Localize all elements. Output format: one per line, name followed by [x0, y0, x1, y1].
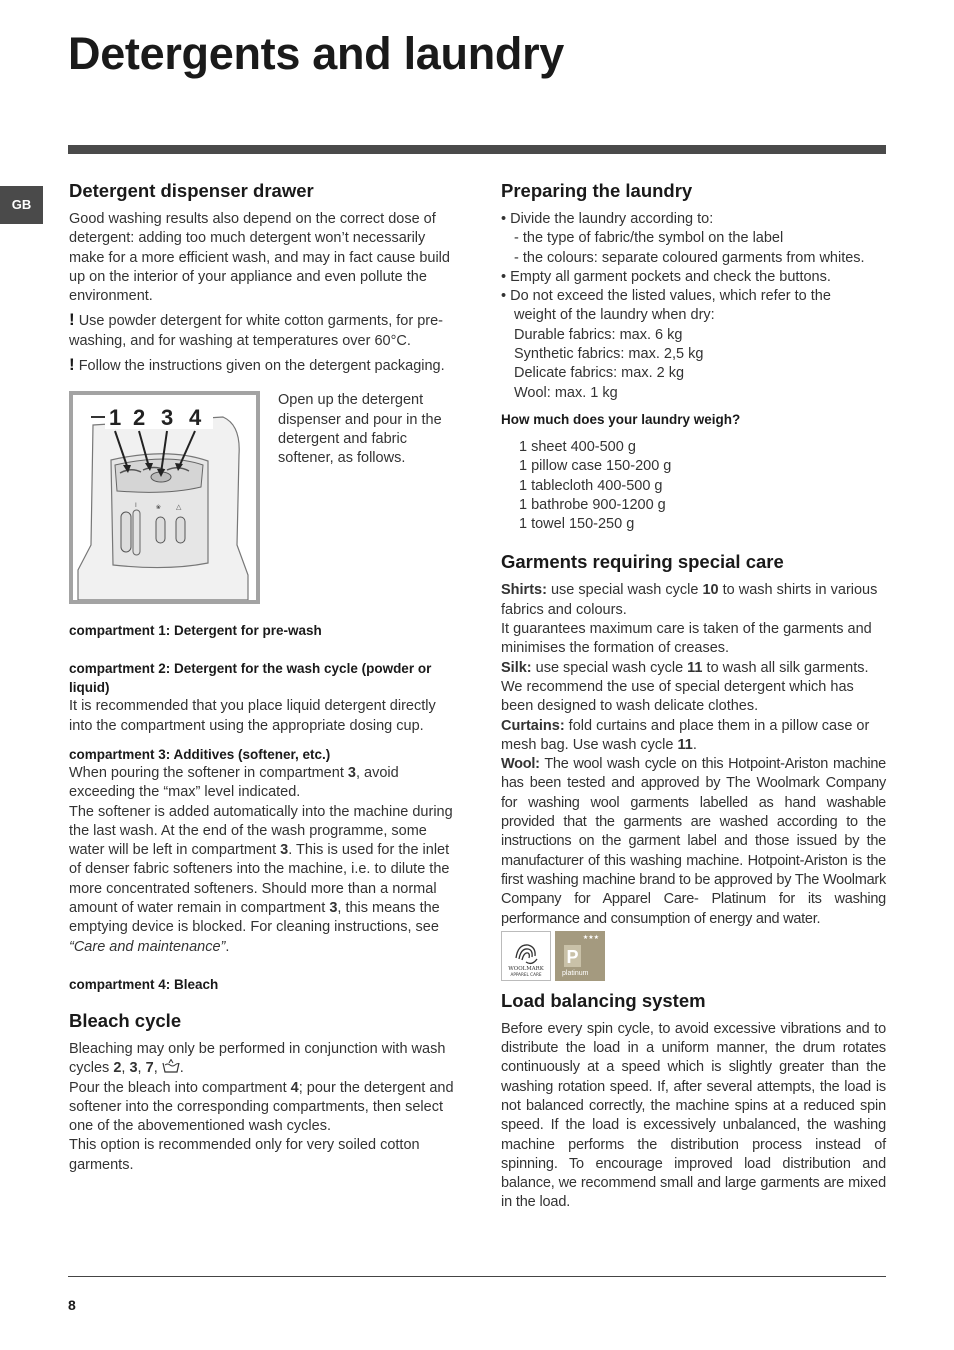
preparing-bullet-divide: • Divide the laundry according to: [501, 211, 714, 227]
weight-item: 1 pillow case 150-200 g [519, 458, 672, 475]
dispenser-number-2: 2 [133, 405, 146, 431]
preparing-limits-cont: weight of the laundry when dry: [514, 307, 715, 324]
left-column [69, 180, 457, 1175]
bleach-text: Bleaching may only be performed in conjunction with wash cycles 2, 3, 7, . Pour the bleach into compartment 4; pour the detergent and softener into the corresponding compartments, then select one of the abovementioned wash cycles. This option is recommended only for very soiled cotton garments. [69, 1040, 454, 1173]
compartment-3-text: When pouring the softener in compartment 3, avoid exceeding the “max” level indicated. The softener is added automatically into the machine during the last wash. At the end of the wash programme, some water will be left in compartment 3. This is used for the inlet of denser fabric softeners into the machine, i.e. to dilute the more concentrated softeners. Should more than a normal amount of water remain in compartment 3, this means the emptying device is blocked. For cleaning instructions, see “Care and maintenance”. [69, 764, 453, 955]
weight-item: 1 bathrobe 900-1200 g [519, 496, 666, 513]
load-balancing-text: Before every spin cycle, to avoid excessive vibrations and to distribute the load in a uniform manner, the drum rotates continuously at a speed which is slightly greater than the washing rotation speed. If, after several attempts, the load is not balanced correctly, the machine spins at a reduced spin speed. If the load is excessively unbalanced, the washing machine performs the distribution process instead of spinning. To encourage improved load distribution and balance, we recommend small and large garments are mixed in the load. [501, 1020, 886, 1211]
dispenser-number-4: 4 [189, 405, 202, 431]
bleach-heading: Bleach cycle [69, 1009, 182, 1031]
dispenser-heading: Detergent dispenser drawer [69, 180, 314, 201]
svg-text:I: I [135, 502, 137, 510]
footer-divider [68, 1276, 886, 1277]
platinum-logo [555, 931, 605, 981]
preparing-sub-fabric: - the type of fabric/the symbol on the label [514, 230, 784, 247]
svg-text:△: △ [176, 503, 182, 512]
weight-item: 1 sheet 400-500 g [519, 438, 636, 455]
dispenser-figure-block [69, 391, 457, 617]
warning-mark: ! [69, 355, 75, 375]
woolmark-logo [501, 931, 551, 981]
warning-packaging: ! Follow the instructions given on the detergent packaging. [69, 355, 445, 375]
silk-text: Silk: use special wash cycle 11 to wash all silk garments. We recommend the use of special detergent which has been designed to wash delicate clothes. [501, 659, 869, 715]
dispenser-illustration [69, 391, 260, 604]
weight-item: 1 tablecloth 400-500 g [519, 477, 663, 494]
page-title: Detergents and laundry [68, 28, 565, 79]
dispenser-intro: Good washing results also depend on the correct dose of detergent: adding too much detergent won’t necessarily make for a more efficient wash, and may in fact cause build up on the interior of your appliance and even pollute the environment. [69, 211, 450, 305]
preparing-sub-colours: - the colours: separate coloured garments from whites. [514, 249, 865, 266]
compartment-1-label: compartment 1: Detergent for pre-wash [69, 623, 322, 639]
special-care-heading: Garments requiring special care [501, 551, 784, 573]
wash-bleach-icon [162, 1059, 180, 1073]
compartment-3-label: compartment 3: Additives (softener, etc.) [69, 746, 331, 762]
compartment-2-text: It is recommended that you place liquid detergent directly into the compartment using the appropriate dosing cup. [69, 698, 436, 734]
limit-item: Delicate fabrics: max. 2 kg [514, 365, 685, 382]
preparing-heading: Preparing the laundry [501, 180, 693, 201]
preparing-bullet-limits: • Do not exceed the listed values, which refer to the [501, 288, 831, 305]
platinum-stars: ★★★ [582, 933, 599, 941]
certification-logos [501, 931, 886, 981]
title-divider [68, 145, 886, 154]
warning-powder: ! Use powder detergent for white cotton garments, for pre-washing, and for washing at temperatures over 60°C. [69, 310, 443, 349]
page-number: 8 [68, 1297, 76, 1313]
platinum-text: platinum [562, 969, 589, 977]
limit-item: Durable fabrics: max. 6 kg [514, 326, 683, 343]
compartment-2-label: compartment 2: Detergent for the wash cycle (powder or liquid) [69, 661, 432, 696]
svg-text:❀: ❀ [156, 504, 162, 512]
compartment-4-label: compartment 4: Bleach [69, 976, 219, 992]
weight-item: 1 towel 150-250 g [519, 516, 635, 533]
shirts-text-cont: It guarantees maximum care is taken of the garments and minimises the formation of creases. [501, 621, 872, 657]
curtains-text: Curtains: fold curtains and place them in a pillow case or mesh bag. Use wash cycle 11. [501, 717, 870, 753]
language-tab: GB [0, 186, 43, 224]
right-column [501, 180, 886, 1213]
preparing-bullet-pockets: • Empty all garment pockets and check the buttons. [501, 268, 831, 285]
limit-item: Synthetic fabrics: max. 2,5 kg [514, 346, 704, 363]
limit-item: Wool: max. 1 kg [514, 384, 618, 401]
shirts-text: Shirts: use special wash cycle 10 to wash shirts in various fabrics and colours. [501, 582, 878, 618]
load-balancing-heading: Load balancing system [501, 989, 706, 1011]
dispenser-number-3: 3 [161, 405, 174, 431]
dispenser-number-1: 1 [109, 405, 122, 431]
wool-text: Wool: The wool wash cycle on this Hotpoint-Ariston machine has been tested and approved by The Woolmark Company for washing wool garments labelled as hand washable provided that the garments are washed according to the instructions on the garment label and those issued by the manufacturer of this washing machine. Hotpoint-Ariston is the first washing machine brand to be approved by The Woolmark Company for Apparel Care- Platinum for its washing performance and consumption of energy and water. [501, 756, 886, 927]
weigh-heading: How much does your laundry weigh? [501, 411, 741, 427]
apparel-care-text: APPAREL CARE [510, 971, 542, 977]
warning-mark: ! [69, 310, 75, 330]
platinum-p-mark: P [566, 946, 579, 967]
figure-caption: Open up the detergent dispenser and pour in the detergent and fabric softener, as follows. [278, 392, 442, 467]
woolmark-text: WOOLMARK [508, 965, 544, 972]
